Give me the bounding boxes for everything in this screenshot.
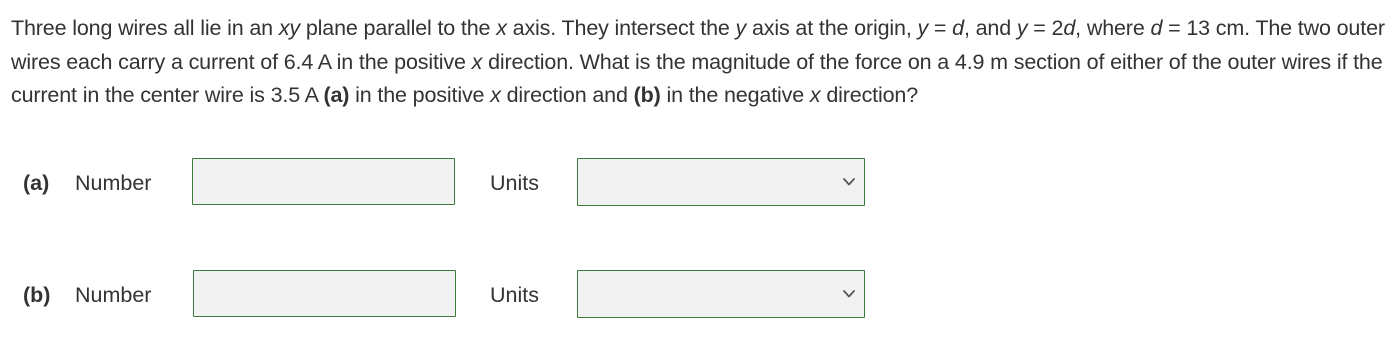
question-segment: =: [928, 16, 953, 40]
chevron-down-icon: [842, 289, 856, 299]
question-segment: in the positive: [349, 83, 491, 107]
question-text: [11, 12, 1396, 113]
question-segment: d: [952, 16, 964, 40]
question-segment: direction?: [820, 83, 919, 107]
question-segment: (b): [633, 83, 661, 107]
question-segment: , and: [963, 16, 1017, 40]
question-segment: x: [490, 83, 501, 107]
part-label-b: (b): [23, 283, 51, 307]
number-label-a: Number: [75, 171, 152, 195]
question-segment: , where: [1075, 16, 1151, 40]
question-segment: = 13 cm. The two outer wires each carry a current of 6.4 A in the positive: [11, 16, 1385, 74]
question-segment: (a): [323, 83, 350, 107]
number-input-a[interactable]: [192, 158, 455, 205]
answer-row-b: [0, 270, 1399, 320]
units-label-a: Units: [490, 171, 539, 195]
question-segment: x: [471, 49, 483, 74]
question-segment: y: [917, 16, 929, 40]
question-segment: axis. They intersect the: [506, 16, 736, 40]
question-segment: axis at the origin,: [746, 16, 918, 40]
question-segment: y: [1016, 16, 1028, 40]
question-segment: Three long wires all lie in an: [11, 16, 279, 40]
question-segment: in the negative: [660, 83, 810, 107]
question-segment: x: [809, 83, 821, 107]
number-input-b[interactable]: [193, 270, 456, 317]
number-label-b: Number: [75, 283, 152, 307]
question-segment: direction. What is the magnitude of the force on a 4.9 m section of either of the outer wires if the current in the center wire is 3.5 A: [11, 49, 1383, 107]
question-segment: xy: [278, 16, 301, 40]
question-segment: x: [496, 16, 507, 40]
question-segment: d: [1063, 16, 1076, 40]
question-segment: direction and: [500, 83, 634, 107]
units-select-a[interactable]: [577, 158, 865, 206]
question-segment: y: [735, 16, 747, 40]
question-segment: plane parallel to the: [300, 16, 497, 40]
chevron-down-icon: [842, 177, 856, 187]
units-label-b: Units: [490, 283, 539, 307]
question-segment: = 2: [1027, 16, 1064, 40]
part-label-a: (a): [23, 171, 50, 195]
units-select-b[interactable]: [577, 270, 865, 318]
answer-row-a: [0, 158, 1399, 208]
question-segment: d: [1150, 16, 1163, 40]
